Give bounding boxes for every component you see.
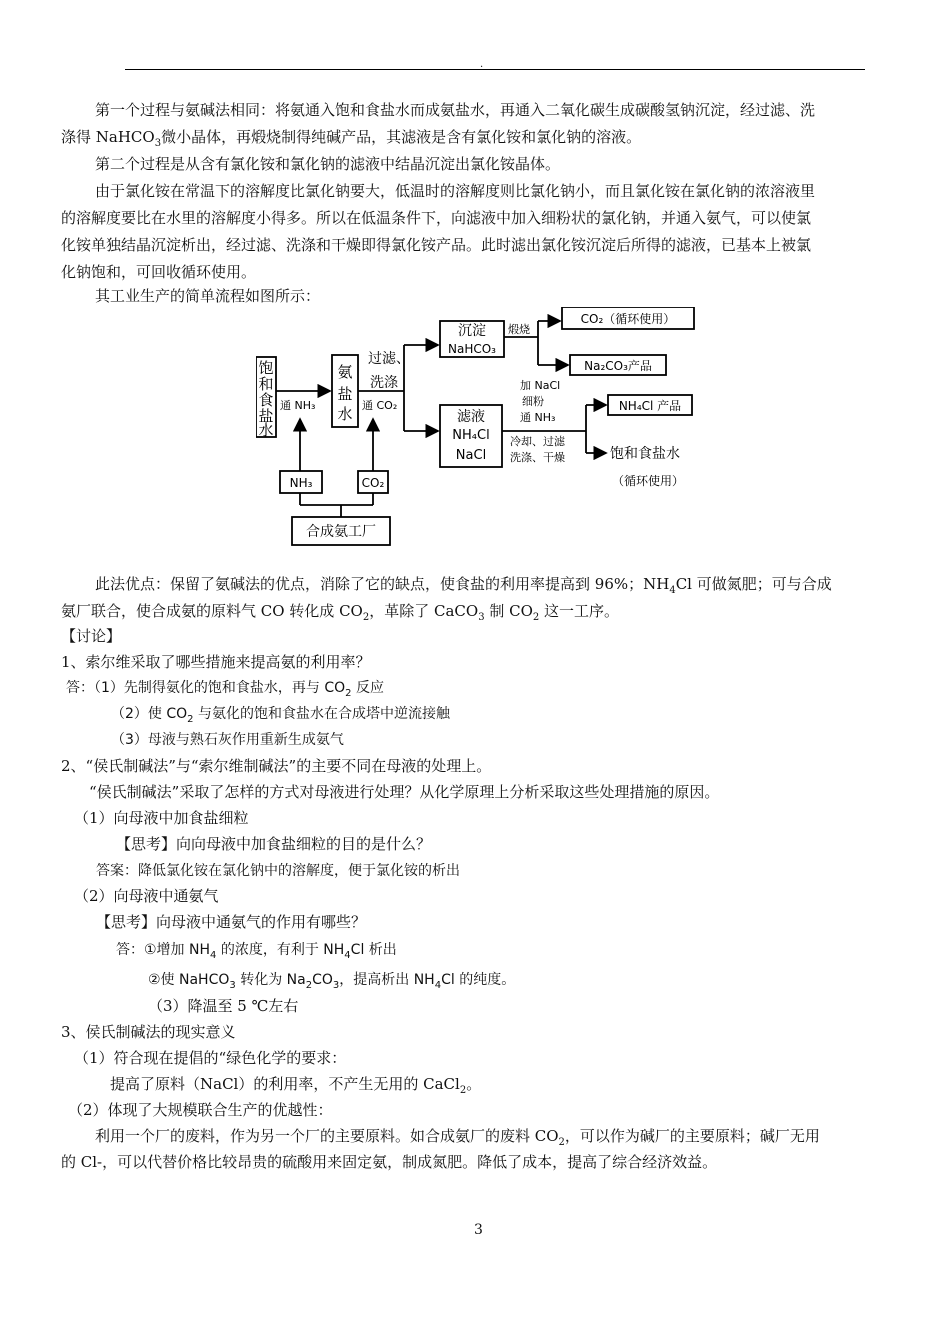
plant-label: 合成氨工厂 (306, 524, 376, 540)
think-1: 【思考】向向母液中加食盐细粒的目的是什么？ (116, 835, 432, 853)
filtrate-title: 滤液 (457, 409, 485, 425)
question-1: 1、索尔维采取了哪些措施来提高氨的利用率？ (61, 653, 371, 671)
paragraph-5-line-1: 此法优点：保留了氨碱法的优点，消除了它的缺点，使食盐的利用率提高到 96%；$NH_4Cl$ 可做氮肥；可与合成 (95, 575, 832, 596)
question-2-item-2: （2）向母液中通氨气 (74, 887, 219, 905)
question-3: 3、侯氏制碱法的现实意义 (61, 1023, 236, 1041)
answer-1-item-3: （3）母液与熟石灰作用重新生成氨气 (111, 732, 344, 748)
paragraph-3-line-3: 化铵单独结晶沉淀析出，经过滤、洗涤和干燥即得氯化铵产品。此时滤出氯化铵沉淀后所得的滤液，已基本上被氯 (61, 236, 812, 254)
paragraph-1-line-1: 第一个过程与氨碱法相同：将氨通入饱和食盐水而成氨盐水，再通入二氧化碳生成碳酸氢钠沉淀，经过滤、洗 (95, 101, 816, 119)
question-3-item-1: （1）符合现在提倡的“绿色化学的要求： (74, 1049, 347, 1067)
paragraph-5-line-2: 氨厂联合，使合成氨的原料气 CO 转化成 $CO_2$，革除了 CaCO$_3$ 制 $CO_2$ 这一工序。 (61, 602, 620, 623)
brine-char-1: 饱 (258, 359, 274, 377)
header-dot: . (480, 59, 484, 70)
answer-1-item-2: （2）使 $CO_2$ 与氨化的饱和食盐水在合成塔中逆流接触 (111, 706, 450, 725)
question-2-item-1: （1）向母液中加食盐细粒 (74, 809, 249, 827)
saturated-brine-label: 饱和食盐水 (610, 446, 680, 462)
page-number: 3 (474, 1222, 483, 1238)
nh3-box-label: NH₃ (289, 476, 313, 490)
wash-dry-label: 洗涤、干燥 (510, 451, 565, 464)
question-3-item-1-detail: 提高了原料（NaCl）的利用率，不产生无用的 CaCl$_2$。 (110, 1075, 482, 1096)
header-rule (125, 69, 865, 70)
paragraph-3-line-4: 化钠饱和，可回收循环使用。 (61, 263, 257, 281)
ammonia-brine-char-3: 水 (337, 405, 353, 423)
brine-char-2: 和 (258, 375, 274, 393)
answer-think-2-item-1: 答：①增加 $NH_4$ 的浓度，有利于 $NH_4Cl$ 析出 (116, 942, 397, 961)
filtrate-nh4cl: NH₄Cl (452, 428, 490, 443)
co2-feed-label: 通 CO₂ (362, 399, 398, 412)
filter-wash-label-1: 过滤、 (368, 351, 410, 367)
answer-think-1: 答案：降低氯化铵在氯化钠中的溶解度，便于氯化铵的析出 (96, 863, 460, 879)
pass-nh3-label: 通 NH₃ (520, 411, 556, 424)
precipitate-formula: NaHCO₃ (448, 342, 496, 356)
paragraph-3-line-1: 由于氯化铵在常温下的溶解度比氯化钠要大，低温时的溶解度则比氯化钠小，而且氯化铵在氯化钠的浓溶液里 (95, 182, 816, 200)
precipitate-title: 沉淀 (458, 323, 486, 339)
paragraph-6-line-1: 利用一个厂的废料，作为另一个厂的主要原料。如合成氨厂的废料 $CO_2$，可以作为碱厂的主要原料；碱厂无用 (95, 1127, 820, 1148)
ammonia-brine-char-2: 盐 (337, 385, 353, 403)
calcine-label: 煅烧 (508, 323, 530, 336)
brine-char-5: 水 (258, 421, 274, 439)
cool-filter-label: 冷却、过滤 (510, 435, 565, 448)
soda-product-label: Na₂CO₃产品 (584, 359, 652, 373)
answer-1-item-1: 答：（1）先制得氨化的饱和食盐水，再与 $CO_2$ 反应 (66, 680, 384, 699)
answer-think-2-item-3: （3）降温至 5 ℃左右 (148, 997, 299, 1015)
co2-box-label: CO₂ (361, 476, 385, 490)
brine-char-3: 食 (258, 391, 274, 409)
paragraph-6-line-2: 的 Cl-，可以代替价格比较昂贵的硫酸用来固定氨，制成氮肥。降低了成本，提高了综合经济效益。 (61, 1153, 718, 1171)
paragraph-1-line-2: 涤得 NaHCO$_3$微小晶体，再煅烧制得纯碱产品，其滤液是含有氯化铵和氯化钠的溶液。 (61, 128, 642, 149)
discussion-heading: 【讨论】 (61, 627, 122, 645)
paragraph-3-line-2: 的溶解度要比在水里的溶解度小得多。所以在低温条件下，向滤液中加入细粉状的氯化钠，并通入氨气，可以使氯 (61, 209, 812, 227)
ammonia-brine-char-1: 氨 (337, 363, 353, 381)
question-2: 2、“侯氏制碱法”与“索尔维制碱法”的主要不同在母液的处理上。 (61, 757, 492, 775)
nh3-feed-label: 通 NH₃ (280, 399, 316, 412)
process-flow-diagram (256, 307, 714, 565)
answer-think-2-item-2: ②使 NaHCO$_3$ 转化为 $Na_2CO_3$，提高析出 $NH_4Cl$ 的纯度。 (148, 972, 516, 991)
paragraph-4: 其工业生产的简单流程如图所示： (95, 287, 321, 305)
filtrate-nacl: NaCl (455, 448, 487, 463)
recycle-label: （循环使用） (612, 474, 685, 488)
fine-powder-label: 细粉 (522, 395, 544, 408)
nh4cl-product-label: NH₄Cl 产品 (618, 399, 682, 413)
question-3-item-2: （2）体现了大规模联合生产的优越性： (68, 1101, 333, 1119)
think-2: 【思考】向母液中通氨气的作用有哪些？ (96, 913, 367, 931)
filter-wash-label-2: 洗涤 (370, 375, 398, 391)
question-2-detail: “侯氏制碱法”采取了怎样的方式对母液进行处理？从化学原理上分析采取这些处理措施的原因。 (89, 783, 720, 801)
paragraph-2: 第二个过程是从含有氯化铵和氯化钠的滤液中结晶沉淀出氯化铵晶体。 (95, 155, 561, 173)
add-nacl-label: 加 NaCl (520, 379, 561, 392)
co2-recycle-label: CO₂（循环使用） (580, 312, 676, 326)
brine-char-4: 盐 (258, 407, 274, 425)
